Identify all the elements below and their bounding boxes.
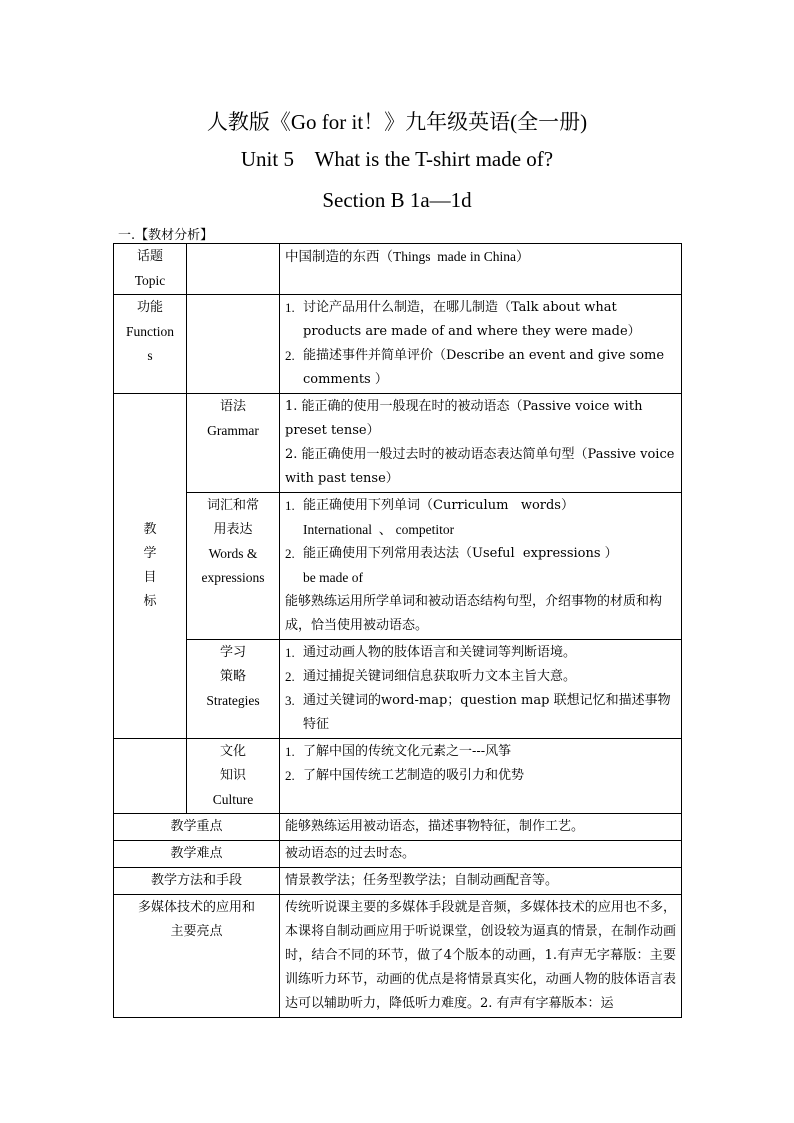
words-label-en-1: Words & (208, 546, 258, 561)
words-item-2-body (303, 542, 676, 590)
strategies-item-3-text: 通过关键词的word-map；question map 联想记忆和描述事物特征 (303, 693, 671, 732)
words-item-1-text: 能正确使用下列单词（Curriculum words） (303, 498, 574, 513)
words-label-en-2: expressions (201, 570, 265, 585)
strategies-item-2-text: 通过捕捉关键词细信息获取听力文本主旨大意。 (303, 669, 577, 684)
functions-empty-cell (187, 295, 280, 394)
grammar-label-cn: 语法 (219, 399, 246, 414)
strategies-item-1-text: 通过动画人物的肢体语言和关键词等判断语境。 (303, 645, 577, 660)
strategies-label-cn-1: 学习 (219, 645, 246, 660)
multimedia-label-1: 多媒体技术的应用和 (137, 900, 255, 915)
strategies-item-2 (285, 665, 676, 689)
strategies-item-3 (285, 689, 676, 737)
strategies-label (187, 640, 280, 739)
words-item-2-sub: be made of (303, 570, 363, 585)
row-topic (114, 244, 682, 295)
document-title: 人教版《Go for it！》九年级英语(全一册) (206, 110, 588, 134)
strategies-content (280, 640, 682, 739)
methods-label: 教学方法和手段 (114, 868, 280, 895)
row-words (114, 493, 682, 640)
culture-label-cn-1: 文化 (219, 744, 246, 759)
words-item-2-text: 能正确使用下列常用表达法（Useful expressions ） (303, 546, 618, 561)
strategies-item-2-num: 2. (285, 669, 295, 684)
difficulties-content: 被动语态的过去时态。 (280, 841, 682, 868)
section-heading: 一.【教材分析】 (118, 228, 214, 243)
culture-item-2-num: 2. (285, 768, 295, 783)
multimedia-label-2: 主要亮点 (170, 924, 223, 939)
methods-content: 情景教学法；任务型教学法；自制动画配音等。 (280, 868, 682, 895)
culture-content (280, 739, 682, 814)
functions-item-2-num: 2. (285, 348, 295, 363)
topic-label-en: Topic (134, 273, 166, 288)
culture-label (187, 739, 280, 814)
strategies-item-1-num: 1. (285, 645, 295, 660)
functions-item-1 (285, 296, 676, 344)
objectives-label (114, 394, 187, 739)
row-grammar (114, 394, 682, 493)
culture-item-1-num: 1. (285, 744, 295, 759)
objectives-char-4: 标 (143, 594, 157, 609)
functions-label (114, 295, 187, 394)
strategies-label-cn-2: 策略 (219, 669, 246, 684)
topic-content-text: 中国制造的东西（Things made in China） (285, 249, 530, 264)
words-summary: 能够熟练运用所学单词和被动语态结构句型，介绍事物的材质和构成，恰当使用被动语态。 (285, 594, 663, 633)
row-functions (114, 295, 682, 394)
functions-item-1-text: 讨论产品用什么制造，在哪儿制造（Talk about what products are made of and where they were made） (303, 300, 641, 339)
culture-item-2-text: 了解中国传统工艺制造的吸引力和优势 (303, 768, 525, 783)
grammar-content (280, 394, 682, 493)
multimedia-label (114, 895, 280, 1018)
words-item-1 (285, 494, 676, 542)
functions-item-2 (285, 344, 676, 392)
culture-label-cn-2: 知识 (219, 768, 246, 783)
culture-item-2 (285, 764, 676, 788)
key-points-content: 能够熟练运用被动语态，描述事物特征，制作工艺。 (280, 814, 682, 841)
difficulties-label: 教学难点 (114, 841, 280, 868)
row-multimedia (114, 895, 682, 1018)
topic-label-cn: 话题 (136, 249, 163, 264)
row-difficulties (114, 841, 682, 868)
culture-item-1 (285, 740, 676, 764)
grammar-item-1: 1. 能正确的使用一般现在时的被动语态（Passive voice with preset tense） (285, 399, 643, 438)
culture-label-en: Culture (212, 792, 254, 807)
grammar-label-en: Grammar (207, 423, 259, 438)
words-label-cn-1: 词汇和常 (206, 498, 259, 513)
words-item-1-num: 1. (285, 498, 295, 513)
grammar-item-2: 2. 能正确使用一般过去时的被动语态表达简单句型（Passive voice with past tense） (285, 447, 675, 486)
strategies-item-3-num: 3. (285, 693, 295, 708)
key-points-label: 教学重点 (114, 814, 280, 841)
words-content (280, 493, 682, 640)
words-item-1-body (303, 494, 676, 542)
strategies-item-1 (285, 641, 676, 665)
topic-label (114, 244, 187, 295)
strategies-label-en: Strategies (206, 693, 260, 708)
words-item-1-sub: International 、 competitor (303, 522, 455, 537)
row-strategies (114, 640, 682, 739)
row-key-points (114, 814, 682, 841)
words-label-cn-2: 用表达 (213, 522, 253, 537)
analysis-table (113, 243, 682, 1018)
functions-content (280, 295, 682, 394)
topic-content (280, 244, 682, 295)
multimedia-content: 传统听说课主要的多媒体手段就是音频，多媒体技术的应用也不多，本课将自制动画应用于听说课堂，创设较为逼真的情景，在制作动画时，结合不同的环节，做了4个版本的动画，1.有声无字幕版：主要训练听力环节，动画的优点是将情景真实化，动画人物的肢体语言表达可以辅助听力，降低听力难度。2. 有声有字幕版本：运 (280, 895, 682, 1018)
unit-title: Unit 5 What is the T-shirt made of? (240, 147, 554, 171)
culture-empty-cell (114, 739, 187, 814)
words-label (187, 493, 280, 640)
words-item-2-num: 2. (285, 546, 295, 561)
objectives-char-2: 学 (143, 546, 157, 561)
words-item-2 (285, 542, 676, 590)
row-methods (114, 868, 682, 895)
grammar-label (187, 394, 280, 493)
topic-empty-cell (187, 244, 280, 295)
section-title: Section B 1a—1d (322, 188, 472, 212)
objectives-char-1: 教 (143, 522, 157, 537)
culture-item-1-text: 了解中国的传统文化元素之一---风筝 (303, 744, 512, 759)
row-culture (114, 739, 682, 814)
functions-label-en-2: s (147, 348, 153, 363)
functions-item-2-text: 能描述事件并简单评价（Describe an event and give some comments ） (303, 348, 665, 387)
functions-item-1-num: 1. (285, 300, 295, 315)
objectives-char-3: 目 (143, 570, 157, 585)
functions-label-en-1: Function (125, 324, 174, 339)
functions-label-cn: 功能 (136, 300, 163, 315)
